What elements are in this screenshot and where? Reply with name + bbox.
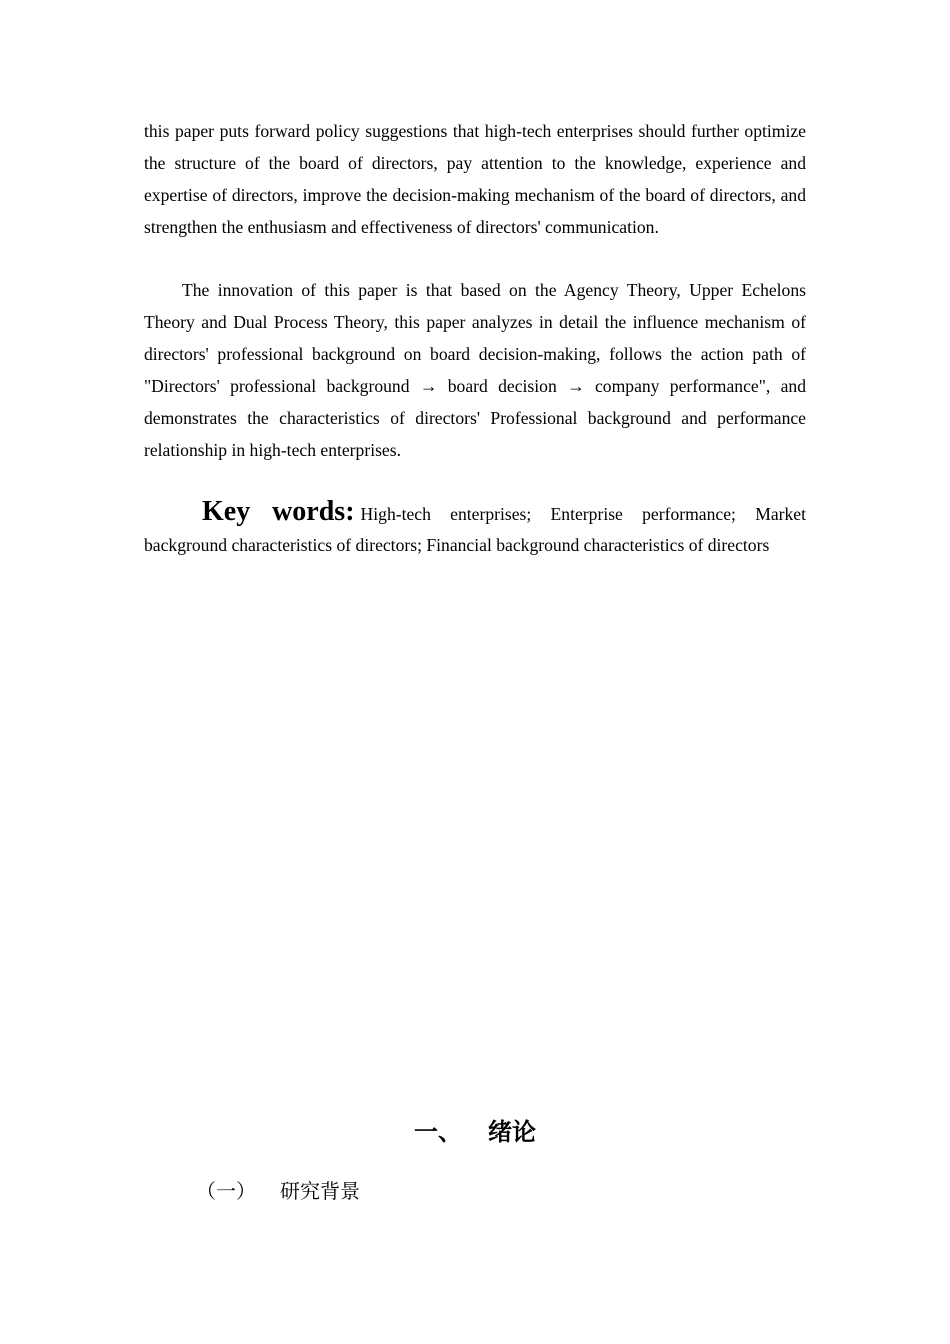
abstract-text-continued — [144, 275, 806, 466]
section-heading — [196, 1174, 360, 1208]
chapter-heading — [0, 1112, 950, 1152]
abstract-paragraph-1: this paper puts forward policy suggestions that high-tech enterprises should further optimize the structure of the board of directors, pay attention to the knowledge, experience and expertise of directors, improve the decision-making mechanism of the board of directors, and strengthen the enthusiasm and effectiveness of directors' communication. — [144, 121, 806, 237]
keywords-list: High-tech enterprises; Enterprise performance; Market background characteristics of directors; Financial background characteristics of directors — [144, 504, 807, 555]
section-number: （一） — [196, 1179, 256, 1203]
keywords-block — [144, 497, 806, 560]
section-title: 研究背景 — [280, 1179, 360, 1203]
abstract-text — [144, 116, 806, 244]
keywords-label: Key words: — [202, 496, 355, 527]
chapter-title: 绪论 — [488, 1118, 536, 1146]
chapter-number: 一、 — [414, 1118, 462, 1146]
abstract-paragraph-2: The innovation of this paper is that based on the Agency Theory, Upper Echelons Theory and Dual Process Theory, this paper analyzes in detail the influence mechanism of directors' professional background on board decision-making, follows the action path of "Directors' professional background → board decision → company performance", and demonstrates the characteristics of directors' Professional background and performance relationship in high-tech enterprises. — [144, 280, 806, 460]
